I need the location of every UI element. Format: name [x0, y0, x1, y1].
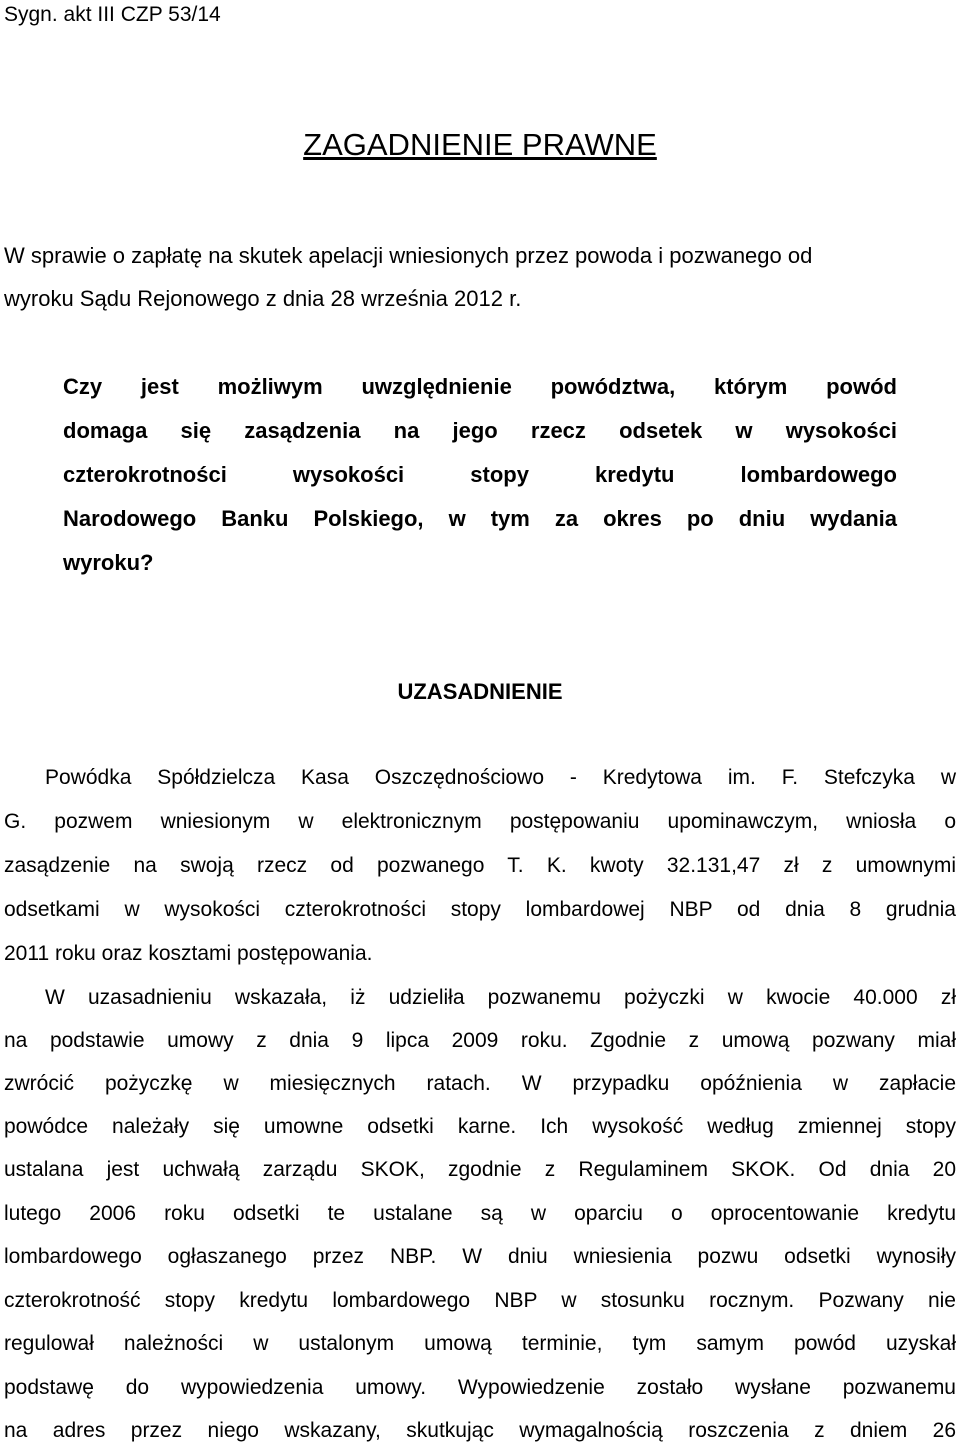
body-line: 2011 roku oraz kosztami postępowania.	[4, 942, 373, 965]
body-line: Powódka Spółdzielcza Kasa Oszczędnościowo - Kredytowa im. F. Stefczyka w	[45, 766, 956, 789]
body-line: na podstawie umowy z dnia 9 lipca 2009 roku. Zgodnie z umową pozwany miał	[4, 1029, 956, 1052]
body-line: odsetkami w wysokości czterokrotności stopy lombardowej NBP od dnia 8 grudnia	[4, 898, 956, 921]
body-line: ustalana jest uchwałą zarządu SKOK, zgodnie z Regulaminem SKOK. Od dnia 20	[4, 1158, 956, 1181]
body-line: regulował należności w ustalonym umową terminie, tym samym powód uzyskał	[4, 1332, 956, 1355]
intro-line: W sprawie o zapłatę na skutek apelacji wniesionych przez powoda i pozwanego od	[4, 243, 813, 268]
body-line: G. pozwem wniesionym w elektronicznym postępowaniu upominawczym, wniosła o	[4, 810, 956, 833]
body-line: zasądzenie na swoją rzecz od pozwanego T. K. kwoty 32.131,47 zł z umownymi	[4, 854, 956, 877]
case-signature: Sygn. akt III CZP 53/14	[4, 3, 221, 26]
legal-question-line: czterokrotności wysokości stopy kredytu lombardowego	[63, 462, 897, 487]
body-line: czterokrotność stopy kredytu lombardowego NBP w stosunku rocznym. Pozwany nie	[4, 1289, 956, 1312]
document-title: ZAGADNIENIE PRAWNE	[303, 127, 657, 162]
body-line: podstawę do wypowiedzenia umowy. Wypowiedzenie zostało wysłane pozwanemu	[4, 1376, 956, 1399]
intro-line: wyroku Sądu Rejonowego z dnia 28 września 2012 r.	[4, 286, 522, 311]
legal-question-line: domaga się zasądzenia na jego rzecz odsetek w wysokości	[63, 418, 897, 443]
body-line: zwrócić pożyczkę w miesięcznych ratach. W przypadku opóźnienia w zapłacie	[4, 1072, 956, 1095]
body-line: lutego 2006 roku odsetki te ustalane są w oparciu o oprocentowanie kredytu	[4, 1202, 956, 1225]
legal-question-line: Czy jest możliwym uwzględnienie powództwa, którym powód	[63, 374, 897, 399]
body-line: na adres przez niego wskazany, skutkując wymagalnością roszczenia z dniem 26	[4, 1419, 956, 1442]
body-line: lombardowego ogłaszanego przez NBP. W dniu wniesienia pozwu odsetki wynosiły	[4, 1245, 956, 1268]
legal-question-line: wyroku?	[63, 550, 154, 575]
body-line: powódce należały się umowne odsetki karne. Ich wysokość według zmiennej stopy	[4, 1115, 956, 1138]
legal-question-line: Narodowego Banku Polskiego, w tym za okres po dniu wydania	[63, 506, 897, 531]
body-line: W uzasadnieniu wskazała, iż udzieliła pozwanemu pożyczki w kwocie 40.000 zł	[45, 986, 956, 1009]
section-heading: UZASADNIENIE	[397, 679, 563, 704]
